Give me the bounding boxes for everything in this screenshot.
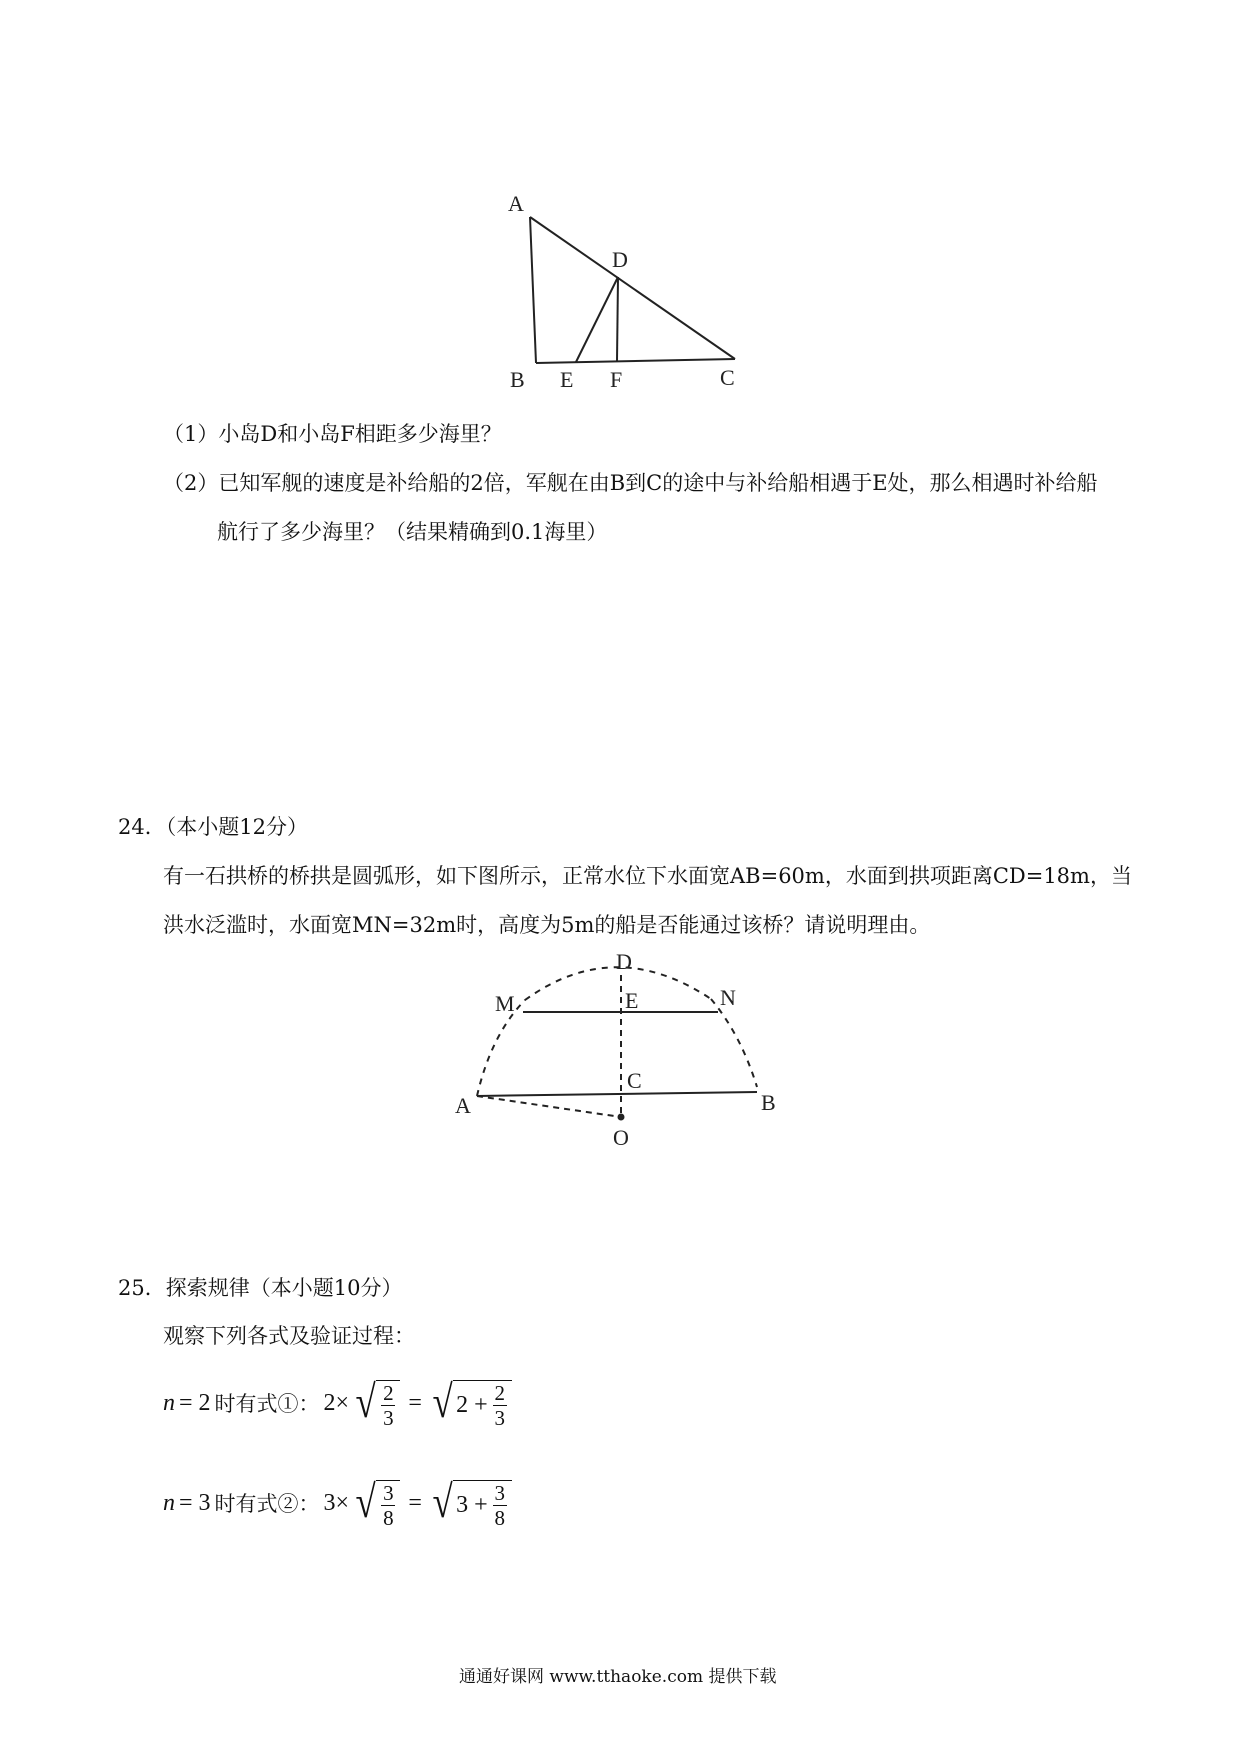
segment-ao	[477, 1096, 621, 1117]
label-a: A	[455, 1093, 471, 1118]
figure-arch-bridge	[455, 945, 815, 1165]
eq1-num: 2	[383, 1381, 394, 1405]
label-a: A	[508, 191, 524, 216]
eq1-equals: =	[408, 1389, 422, 1416]
eq2-coef: 3×	[323, 1489, 350, 1516]
label-d: D	[616, 949, 632, 974]
q25-equation-1	[163, 1368, 516, 1438]
page-footer: 通通好课网 www.tthaoke.com 提供下载	[459, 1667, 777, 1687]
q25-heading: 25．探索规律（本小题10分）	[118, 1276, 403, 1300]
segment-ab	[530, 217, 536, 363]
label-b: B	[761, 1090, 776, 1115]
segment-ab	[477, 1092, 757, 1096]
eq2-fraction	[381, 1481, 395, 1530]
eq1-sqrt-right	[430, 1376, 512, 1430]
figure-triangle-abc	[500, 185, 760, 395]
segment-bc	[536, 359, 735, 363]
q25-equation-2	[163, 1468, 516, 1538]
eq2-equals: =	[408, 1489, 422, 1516]
eq2-rad-int: 3 +	[456, 1492, 488, 1518]
var-n: n	[163, 1389, 175, 1416]
eq2-den: 8	[383, 1506, 394, 1530]
eq1-rad-fraction	[493, 1381, 507, 1430]
eq2-rad-den: 8	[494, 1506, 505, 1530]
label-f: F	[610, 367, 623, 392]
eq2-num: 3	[383, 1481, 394, 1505]
segment-ac	[530, 217, 735, 359]
radical-sign: √	[432, 1376, 453, 1427]
label-n: N	[720, 985, 736, 1010]
var-n: n	[163, 1489, 175, 1516]
radical-sign: √	[432, 1476, 453, 1527]
eq1-rad-num: 2	[494, 1381, 505, 1405]
eq2-rad-num: 3	[494, 1481, 505, 1505]
q24-line2: 洪水泛滥时，水面宽MN=32m时，高度为5m的船是否能通过该桥？请说明理由。	[163, 913, 931, 937]
eq1-text: 时有式①：	[214, 1392, 320, 1416]
q23-sub2-line2: 航行了多少海里？（结果精确到0.1海里）	[217, 520, 608, 544]
eq1-lhs: = 2	[179, 1389, 211, 1416]
label-m: M	[495, 991, 515, 1016]
eq1-sqrt-left	[353, 1376, 400, 1430]
segment-de	[576, 277, 618, 362]
eq2-sqrt-right	[430, 1476, 512, 1530]
q23-sub2-line1: （2）已知军舰的速度是补给船的2倍，军舰在由B到C的途中与补给船相遇于E处，那么相遇时补给船	[163, 471, 1098, 495]
q24-line1: 有一石拱桥的桥拱是圆弧形，如下图所示，正常水位下水面宽AB=60m，水面到拱项距离CD=18m，当	[163, 864, 1132, 888]
q23-sub1: （1）小岛D和小岛F相距多少海里？	[163, 422, 502, 446]
label-e: E	[625, 988, 639, 1013]
radical-sign: √	[355, 1376, 376, 1427]
eq1-coef: 2×	[323, 1389, 350, 1416]
eq1-den: 3	[383, 1406, 394, 1430]
label-b: B	[510, 367, 525, 392]
label-o: O	[613, 1125, 629, 1150]
eq1-rad-den: 3	[494, 1406, 505, 1430]
eq2-rad-fraction	[493, 1481, 507, 1530]
eq2-sqrt-left	[353, 1476, 400, 1530]
eq1-fraction	[381, 1381, 395, 1430]
eq1-rad-int: 2 +	[456, 1392, 488, 1418]
label-e: E	[560, 367, 574, 392]
eq2-lhs: = 3	[179, 1489, 211, 1516]
label-c: C	[720, 365, 735, 390]
segment-df	[617, 277, 618, 361]
eq2-text: 时有式②：	[214, 1492, 320, 1516]
q25-intro: 观察下列各式及验证过程：	[163, 1324, 415, 1348]
q24-heading: 24．（本小题12分）	[118, 815, 308, 839]
label-d: D	[612, 247, 628, 272]
radical-sign: √	[355, 1476, 376, 1527]
label-c: C	[627, 1068, 642, 1093]
point-o	[618, 1114, 625, 1121]
